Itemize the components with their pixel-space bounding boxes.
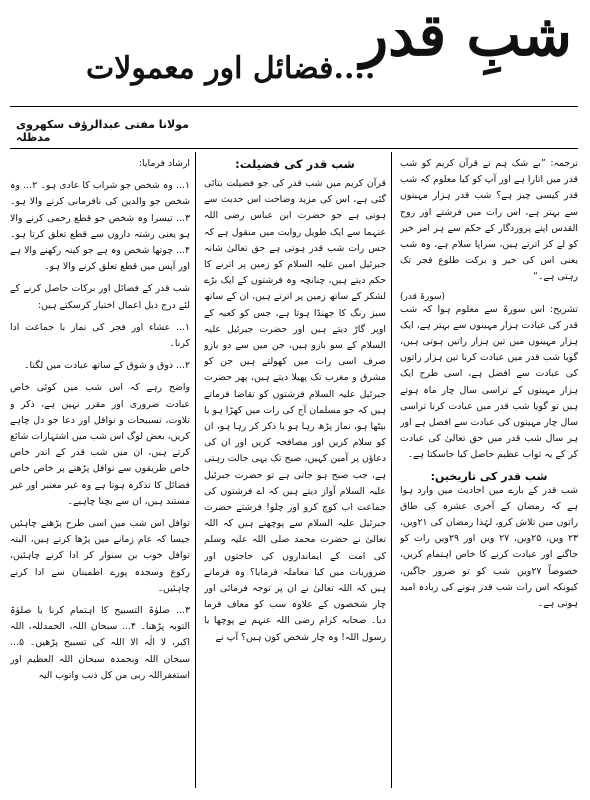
practices-intro: شب قدر کے فضائل اور برکات حاصل کرنے کے لئے درج ذیل اعمال اختیار کرسکتے ہیں:: [10, 283, 190, 311]
nawafil-note: نوافل اس شب میں اسی طرح پڑھنے چاہئیں جیسا کہ عام زمانے میں پڑھا کرتے ہیں، البتہ نوافل خوب بن سنوار کر ادا کرنے چاہئیں، رکوع وسجدہ پورے اطمینان سے ادا کرنے چاہئیں۔: [10, 518, 190, 594]
left-intro: ارشاد فرمایا:: [138, 158, 190, 169]
column-divider: [195, 152, 196, 788]
article-page: [6, 1, 582, 792]
column-divider: [391, 152, 392, 788]
practice-items-3-5: ۳... صلوٰۃ التسبیح کا اہتمام کرنا یا صلوٰۃ التوبہ پڑھنا۔ ۴... سبحان اللہ، الحمدللہ، اللہ اکبر، لا الٰہ الا اللہ کی تسبیح پڑھیں۔ ۵... سبحان اللہ وبحمدہ سبحان اللہ العظیم اور استغفراللہ ربی من کل ذنب واتوب الیہ: [10, 605, 190, 681]
column-middle: [204, 156, 386, 788]
section-heading-dates: شب قدر کی تاریخیں:: [430, 469, 548, 483]
practice-item-2: ۲... ذوق و شوق کے ساتھ عبادت میں لگنا۔: [24, 360, 190, 372]
four-persons-list: ۱... وہ شخص جو شراب کا عادی ہو۔ ۲... وہ شخص جو والدین کی نافرمانی کرنے والا ہو۔ ۳... تیسرا وہ شخص جو قطع رحمی کرنے والا ہو یعنی رشتہ داروں سے قطع تعلق کرتا ہو۔ ۴... چوتھا شخص وہ ہے جو کینہ رکھنے والا ہے اور آپس میں قطع تعلق کرنے والا ہو۔: [10, 180, 190, 273]
author-divider: [10, 148, 578, 149]
explanation-paragraph: تشریح: اس سورۃ سے معلوم ہوا کہ شب قدر کی عبادت ہزار مہینوں سے بہتر ہے، ایک ہزار مہینوں میں تین ہزار راتیں ہوتی ہیں، گویا شب قدر میں عبادت کرنا تین ہزار راتوں کی عبادت سے افضل ہے، اسی طرح ایک ہزار مہینوں کے تراسی سال چار ماہ ہوتے ہیں تو گویا شب قدر میں عبادت کرنا تراسی سال چار مہینوں کی عبادت سے افضل ہے اور ہر سال شب قدر میں حق تعالیٰ کی عبادت کر کے یہ ثواب عظیم حاصل کیا جاسکتا ہے۔: [400, 303, 578, 461]
column-right: [400, 156, 578, 788]
column-left: [10, 156, 190, 788]
article-subtitle: ....فضائل اور معمولات: [86, 51, 376, 86]
article-title: شبِ قدر: [360, 1, 572, 69]
practice-item-1: ۱... عشاء اور فجر کی نماز با جماعت ادا کرنا۔: [10, 321, 190, 350]
dates-paragraph: شب قدر کے بارے میں احادیث میں وارد ہوا ہے کہ رمضان کے آخری عشرہ کی طاق راتوں میں تلاش کرو، لہٰذا رمضان کی ۲۱ویں، ۲۳ ویں، ۲۵ویں، ۲۷ ویں اور ۲۹ویں رات کو جاگنے اور عبادت کرنے کا خاص اہتمام کریں، خصوصاً ۲۷ویں شب کو تو ضرور جاگیں، کیونکہ اس رات شب قدر ہونے کی زیادہ امید ہوتی ہے۔: [400, 484, 578, 610]
quran-translation: ترجمہ: ”بے شک ہم نے قرآن کریم کو شب قدر میں اتارا ہے اور آپ کو کیا معلوم کہ شب قدر کیسی چیز ہے؟ شب قدر ہزار مہینوں سے بہتر ہے، اس رات میں فرشتے اور روح القدس اپنے پروردگار کے حکم سے ہر امر خیر کو لے کر اترتے ہیں، سراپا سلام ہے، وہ شب یعنی اس کی خیر و برکت طلوع فجر تک رہتی ہے۔“: [400, 158, 578, 283]
virtue-paragraph: قرآن کریم میں شب قدر کی جو فضیلت بتائی گئی ہے، اس کی مزید وضاحت اس حدیث سے ہوتی ہے جو حضرت ابن عباس رضی اللہ عنہما سے ایک طویل روایت میں منقول ہے کہ جس رات شب قدر ہوتی ہے حق تعالیٰ شانہ جبرئیل امین علیہ السلام کو زمین پر اترنے کا حکم دیتے ہیں، چنانچہ وہ فرشتوں کے ایک بڑے لشکر کے ساتھ زمین پر اترتے ہیں، ان کے ساتھ سبز رنگ کا جھنڈا ہوتا ہے، جس کو کعبہ کے اوپر گاڑ دیتے ہیں اور حضرت جبرئیل علیہ السلام کے سو بازو ہیں، جن میں سے دو بازو صرف اسی رات میں کھولتے ہیں جن کو مشرق و مغرب تک پھیلا دیتے ہیں، پھر حضرت جبرئیل علیہ السلام فرشتوں کو تقاضا فرماتے ہیں کہ جو مسلمان آج کی رات میں کھڑا ہو یا بیٹھا ہو، نماز پڑھ رہا ہو یا ذکر کر رہا ہو، ان کو سلام کریں اور مصافحہ کریں اور ان کی دعاؤں پر آمین کہیں، صبح تک یہی حالت رہتی ہے، جب صبح ہو جاتی ہے تو حضرت جبرئیل علیہ السلام آواز دیتے ہیں کہ اے فرشتوں کی جماعت اب کوچ کرو اور چلو! فرشتے حضرت جبرئیل علیہ السلام سے پوچھتے ہیں کہ اللہ تعالیٰ نے حضرت محمد صلی اللہ علیہ وسلم کی امت کے ایمانداروں کی حاجتوں اور ضروریات میں کیا معاملہ فرمایا؟ وہ فرماتے ہیں کہ اللہ تعالیٰ نے ان پر توجہ فرمائی اور چار شخصوں کے علاوہ سب کو معاف فرما دیا۔ صحابہ کرام رضی اللہ عنہم نے پوچھا یا رسول اللہ! وہ چار شخص کون ہیں؟ آپ نے: [204, 178, 386, 643]
author-line: مولانا مفتی عبدالرؤف سکھروی مدظلہ: [16, 118, 189, 144]
surah-reference: (سورۃ قدر): [400, 291, 446, 302]
title-divider: [10, 106, 578, 107]
article-title-block: [6, 1, 582, 102]
section-heading-virtue: شب قدر کی فضیلت:: [235, 157, 355, 171]
worship-note: واضح رہے کہ اس شب میں کوئی خاص عبادت ضروری اور مقرر نہیں ہے، ذکر و تلاوت، تسبیحات و نوافل اور دعا جو دل چاہے کریں، بعض لوگ اس شب میں اشتہارات شائع کرتے ہیں، ان میں شب قدر کے اندر خاص خاص طریقوں سے نوافل پڑھنے پر خاص خاص فضائل کا تذکرہ ہوتا ہے وہ غیر معتبر اور غیر مستند ہیں، ان سے بچنا چاہیے۔: [10, 382, 190, 507]
